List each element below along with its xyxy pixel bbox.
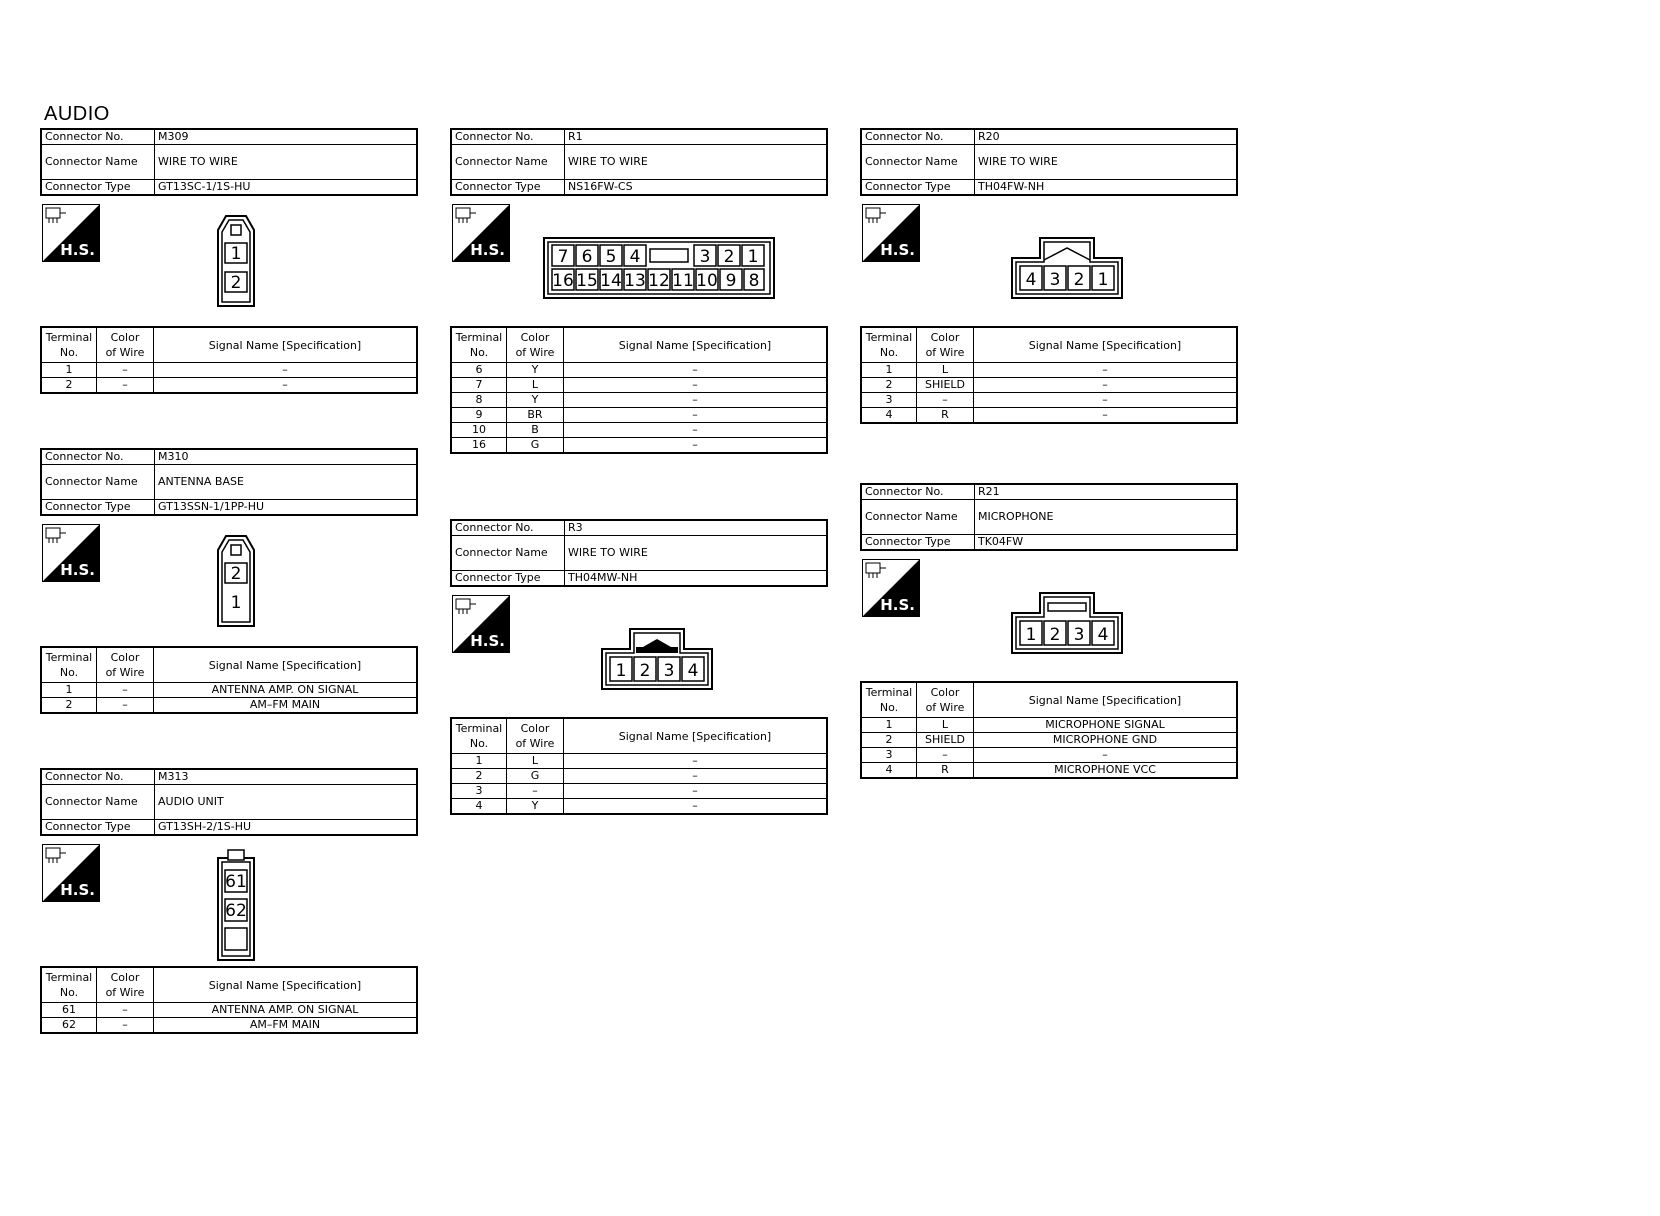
connector-glyph-icon: [865, 562, 887, 580]
color-header: Color of Wire: [97, 967, 154, 1003]
pin-label: 2: [723, 247, 735, 267]
table-cell: –: [564, 769, 828, 784]
connector-type-value: GT13SSN-1/1PP-HU: [155, 500, 418, 516]
connector-info-table: [450, 128, 828, 196]
harness-side-icon: [862, 204, 920, 262]
pin-label: 62: [225, 901, 247, 921]
pin-label: 1: [1025, 625, 1037, 645]
table-cell: –: [97, 698, 154, 714]
table-cell: Y: [507, 363, 564, 378]
table-cell: 2: [861, 378, 917, 393]
table-cell: –: [564, 423, 828, 438]
connector-glyph-icon: [455, 207, 477, 225]
table-cell: 4: [451, 799, 507, 815]
table-cell: 10: [451, 423, 507, 438]
pin-label: 4: [1097, 625, 1109, 645]
connector-face-m310: [210, 534, 262, 628]
table-cell: –: [917, 393, 974, 408]
table-cell: –: [974, 363, 1238, 378]
pin-label: 61: [225, 872, 247, 892]
table-row: [451, 378, 827, 393]
hs-label: H.S.: [470, 632, 505, 650]
table-cell: –: [564, 378, 828, 393]
table-cell: –: [564, 754, 828, 769]
table-cell: –: [974, 393, 1238, 408]
table-cell: –: [564, 408, 828, 423]
table-cell: MICROPHONE VCC: [974, 763, 1238, 779]
connector-name-value: WIRE TO WIRE: [155, 145, 418, 180]
connector-type-value: TH04FW-NH: [975, 180, 1238, 196]
hs-label: H.S.: [60, 561, 95, 579]
connector-name-label: Connector Name: [861, 145, 975, 180]
table-cell: –: [974, 378, 1238, 393]
table-cell: 3: [861, 748, 917, 763]
connector-block-r3: [450, 519, 828, 815]
connector-info-table: [860, 483, 1238, 551]
terminal-no-header: Terminal No.: [41, 647, 97, 683]
table-cell: Y: [507, 393, 564, 408]
table-cell: ANTENNA AMP. ON SIGNAL: [154, 683, 418, 698]
pin-label: 7: [557, 247, 569, 267]
connector-name-label: Connector Name: [451, 145, 565, 180]
table-cell: –: [154, 363, 418, 378]
table-cell: –: [564, 363, 828, 378]
connector-type-value: NS16FW-CS: [565, 180, 828, 196]
connector-info-table: [40, 128, 418, 196]
connector-info-table: [40, 768, 418, 836]
connector-name-label: Connector Name: [41, 465, 155, 500]
table-row: [451, 769, 827, 784]
connector-type-value: TH04MW-NH: [565, 571, 828, 587]
pin-label: 2: [1049, 625, 1061, 645]
terminal-table: [860, 681, 1238, 779]
table-cell: 1: [41, 683, 97, 698]
table-row: [861, 763, 1237, 779]
connector-name-label: Connector Name: [861, 500, 975, 535]
connector-no-label: Connector No.: [451, 129, 565, 145]
pin-label: 12: [648, 271, 670, 291]
connector-block-r1: [450, 128, 828, 454]
connector-figure: [860, 551, 1238, 681]
harness-side-icon: [452, 595, 510, 653]
connector-type-label: Connector Type: [861, 535, 975, 551]
connector-name-label: Connector Name: [41, 145, 155, 180]
connector-no-label: Connector No.: [861, 484, 975, 500]
signal-header: Signal Name [Specification]: [564, 327, 828, 363]
table-cell: 2: [41, 698, 97, 714]
pin-label: 10: [696, 271, 718, 291]
pin-label: 4: [629, 247, 641, 267]
table-cell: G: [507, 438, 564, 454]
pin-label: 14: [600, 271, 622, 291]
harness-side-icon: [42, 524, 100, 582]
terminal-table: [40, 966, 418, 1034]
table-cell: –: [564, 784, 828, 799]
connector-name-value: ANTENNA BASE: [155, 465, 418, 500]
connector-name-value: WIRE TO WIRE: [565, 145, 828, 180]
connector-type-value: GT13SH-2/1S-HU: [155, 820, 418, 836]
pin-label: 9: [725, 271, 737, 291]
connector-figure: [860, 196, 1238, 326]
table-cell: 2: [41, 378, 97, 394]
connector-block-m309: [40, 128, 418, 394]
table-cell: 62: [41, 1018, 97, 1034]
table-row: [451, 799, 827, 815]
pin-label: 1: [747, 247, 759, 267]
connector-face-r1: [542, 236, 776, 300]
connector-glyph-icon: [455, 598, 477, 616]
table-cell: L: [917, 363, 974, 378]
table-cell: 2: [861, 733, 917, 748]
connector-type-label: Connector Type: [41, 180, 155, 196]
table-cell: 3: [451, 784, 507, 799]
signal-header: Signal Name [Specification]: [974, 327, 1238, 363]
terminal-table: [450, 717, 828, 815]
color-header: Color of Wire: [917, 327, 974, 363]
pin-label: 13: [624, 271, 646, 291]
terminal-no-header: Terminal No.: [451, 327, 507, 363]
signal-header: Signal Name [Specification]: [154, 327, 418, 363]
table-cell: L: [917, 718, 974, 733]
signal-header: Signal Name [Specification]: [974, 682, 1238, 718]
table-cell: –: [154, 378, 418, 394]
connector-name-label: Connector Name: [41, 785, 155, 820]
table-row: [451, 784, 827, 799]
table-row: [451, 423, 827, 438]
color-header: Color of Wire: [507, 327, 564, 363]
signal-header: Signal Name [Specification]: [154, 647, 418, 683]
connector-block-m310: [40, 448, 418, 714]
table-cell: 61: [41, 1003, 97, 1018]
connector-no-value: R21: [975, 484, 1238, 500]
table-cell: R: [917, 408, 974, 424]
connector-face-m309: [210, 214, 262, 308]
hs-label: H.S.: [880, 596, 915, 614]
connector-info-table: [450, 519, 828, 587]
connector-block-r20: [860, 128, 1238, 424]
table-cell: –: [97, 363, 154, 378]
hs-label: H.S.: [470, 241, 505, 259]
connector-block-m313: [40, 768, 418, 1034]
hs-label: H.S.: [60, 881, 95, 899]
color-header: Color of Wire: [917, 682, 974, 718]
pin-label: 15: [576, 271, 598, 291]
connector-face-r3: [600, 627, 714, 691]
connector-type-label: Connector Type: [451, 180, 565, 196]
connector-figure: [40, 516, 418, 646]
connector-no-value: R1: [565, 129, 828, 145]
connector-name-value: MICROPHONE: [975, 500, 1238, 535]
connector-no-label: Connector No.: [41, 129, 155, 145]
connector-block-r21: [860, 483, 1238, 779]
connector-no-label: Connector No.: [41, 769, 155, 785]
connector-type-label: Connector Type: [451, 571, 565, 587]
connector-no-label: Connector No.: [41, 449, 155, 465]
table-cell: –: [564, 393, 828, 408]
color-header: Color of Wire: [507, 718, 564, 754]
hs-label: H.S.: [880, 241, 915, 259]
color-header: Color of Wire: [97, 647, 154, 683]
pin-label: 5: [605, 247, 617, 267]
color-header: Color of Wire: [97, 327, 154, 363]
table-cell: –: [974, 748, 1238, 763]
hs-label: H.S.: [60, 241, 95, 259]
pin-label: 11: [672, 271, 694, 291]
table-cell: –: [97, 683, 154, 698]
connector-figure: [450, 587, 828, 717]
terminal-no-header: Terminal No.: [861, 327, 917, 363]
table-cell: –: [564, 799, 828, 815]
connector-face-r21: [1010, 591, 1124, 655]
connector-info-table: [40, 448, 418, 516]
signal-header: Signal Name [Specification]: [564, 718, 828, 754]
connector-glyph-icon: [45, 847, 67, 865]
table-cell: MICROPHONE SIGNAL: [974, 718, 1238, 733]
connector-type-value: GT13SC-1/1S-HU: [155, 180, 418, 196]
table-cell: AM–FM MAIN: [154, 698, 418, 714]
pin-label: 2: [230, 564, 242, 584]
table-cell: 1: [861, 363, 917, 378]
pin-label: 4: [1025, 270, 1037, 290]
table-cell: 4: [861, 408, 917, 424]
table-row: [451, 363, 827, 378]
table-row: [41, 683, 417, 698]
table-cell: 1: [451, 754, 507, 769]
table-cell: L: [507, 378, 564, 393]
table-cell: –: [97, 1018, 154, 1034]
pin-label: 16: [552, 271, 574, 291]
table-cell: L: [507, 754, 564, 769]
terminal-no-header: Terminal No.: [451, 718, 507, 754]
pin-label: 6: [581, 247, 593, 267]
connector-no-value: R20: [975, 129, 1238, 145]
table-row: [451, 408, 827, 423]
table-cell: MICROPHONE GND: [974, 733, 1238, 748]
table-cell: R: [917, 763, 974, 779]
table-cell: 1: [41, 363, 97, 378]
connector-glyph-icon: [865, 207, 887, 225]
pin-label: 1: [230, 244, 242, 264]
connector-figure: [40, 836, 418, 966]
table-row: [861, 718, 1237, 733]
table-cell: 8: [451, 393, 507, 408]
pin-label: 4: [687, 661, 699, 681]
table-row: [41, 363, 417, 378]
pin-label: 3: [1049, 270, 1061, 290]
pin-label: 3: [1073, 625, 1085, 645]
terminal-no-header: Terminal No.: [41, 327, 97, 363]
connector-info-table: [860, 128, 1238, 196]
table-cell: 16: [451, 438, 507, 454]
table-cell: 9: [451, 408, 507, 423]
connector-glyph-icon: [45, 527, 67, 545]
pin-label: 1: [1097, 270, 1109, 290]
table-row: [451, 754, 827, 769]
terminal-no-header: Terminal No.: [41, 967, 97, 1003]
table-cell: –: [564, 438, 828, 454]
connector-type-label: Connector Type: [41, 500, 155, 516]
table-cell: 3: [861, 393, 917, 408]
connector-face-r20: [1010, 236, 1124, 300]
terminal-table: [40, 646, 418, 714]
connector-type-label: Connector Type: [861, 180, 975, 196]
connector-no-value: R3: [565, 520, 828, 536]
pin-label: 3: [699, 247, 711, 267]
harness-side-icon: [862, 559, 920, 617]
table-row: [861, 363, 1237, 378]
table-row: [861, 748, 1237, 763]
table-cell: 2: [451, 769, 507, 784]
terminal-no-header: Terminal No.: [861, 682, 917, 718]
table-cell: SHIELD: [917, 378, 974, 393]
harness-side-icon: [452, 204, 510, 262]
connector-figure: [450, 196, 828, 326]
table-cell: SHIELD: [917, 733, 974, 748]
pin-label: 1: [230, 593, 242, 613]
connector-name-value: WIRE TO WIRE: [975, 145, 1238, 180]
table-cell: G: [507, 769, 564, 784]
table-cell: –: [97, 1003, 154, 1018]
table-row: [451, 438, 827, 454]
pin-label: 2: [1073, 270, 1085, 290]
table-cell: ANTENNA AMP. ON SIGNAL: [154, 1003, 418, 1018]
table-cell: –: [507, 784, 564, 799]
pin-label: 2: [230, 273, 242, 293]
pin-label: 2: [639, 661, 651, 681]
pin-label: 3: [663, 661, 675, 681]
table-row: [861, 378, 1237, 393]
harness-side-icon: [42, 204, 100, 262]
connector-no-value: M313: [155, 769, 418, 785]
table-cell: BR: [507, 408, 564, 423]
connector-no-label: Connector No.: [861, 129, 975, 145]
table-cell: AM–FM MAIN: [154, 1018, 418, 1034]
connector-glyph-icon: [45, 207, 67, 225]
table-cell: –: [917, 748, 974, 763]
table-cell: 7: [451, 378, 507, 393]
connector-type-value: TK04FW: [975, 535, 1238, 551]
table-row: [861, 733, 1237, 748]
connector-no-value: M309: [155, 129, 418, 145]
connector-no-label: Connector No.: [451, 520, 565, 536]
table-row: [451, 393, 827, 408]
table-cell: 4: [861, 763, 917, 779]
pin-label: 1: [615, 661, 627, 681]
table-row: [861, 408, 1237, 424]
connector-name-value: WIRE TO WIRE: [565, 536, 828, 571]
table-cell: –: [97, 378, 154, 394]
pin-label: 8: [748, 271, 760, 291]
terminal-table: [450, 326, 828, 454]
table-row: [861, 393, 1237, 408]
table-row: [41, 1018, 417, 1034]
terminal-table: [40, 326, 418, 394]
connector-type-label: Connector Type: [41, 820, 155, 836]
table-cell: B: [507, 423, 564, 438]
terminal-table: [860, 326, 1238, 424]
table-row: [41, 698, 417, 714]
table-cell: 6: [451, 363, 507, 378]
connector-name-label: Connector Name: [451, 536, 565, 571]
page-title: AUDIO: [44, 103, 110, 125]
harness-side-icon: [42, 844, 100, 902]
table-cell: Y: [507, 799, 564, 815]
table-cell: –: [974, 408, 1238, 424]
table-cell: 1: [861, 718, 917, 733]
signal-header: Signal Name [Specification]: [154, 967, 418, 1003]
connector-figure: [40, 196, 418, 326]
connector-face-m313: [210, 848, 262, 962]
connector-no-value: M310: [155, 449, 418, 465]
table-row: [41, 1003, 417, 1018]
connector-name-value: AUDIO UNIT: [155, 785, 418, 820]
table-row: [41, 378, 417, 394]
